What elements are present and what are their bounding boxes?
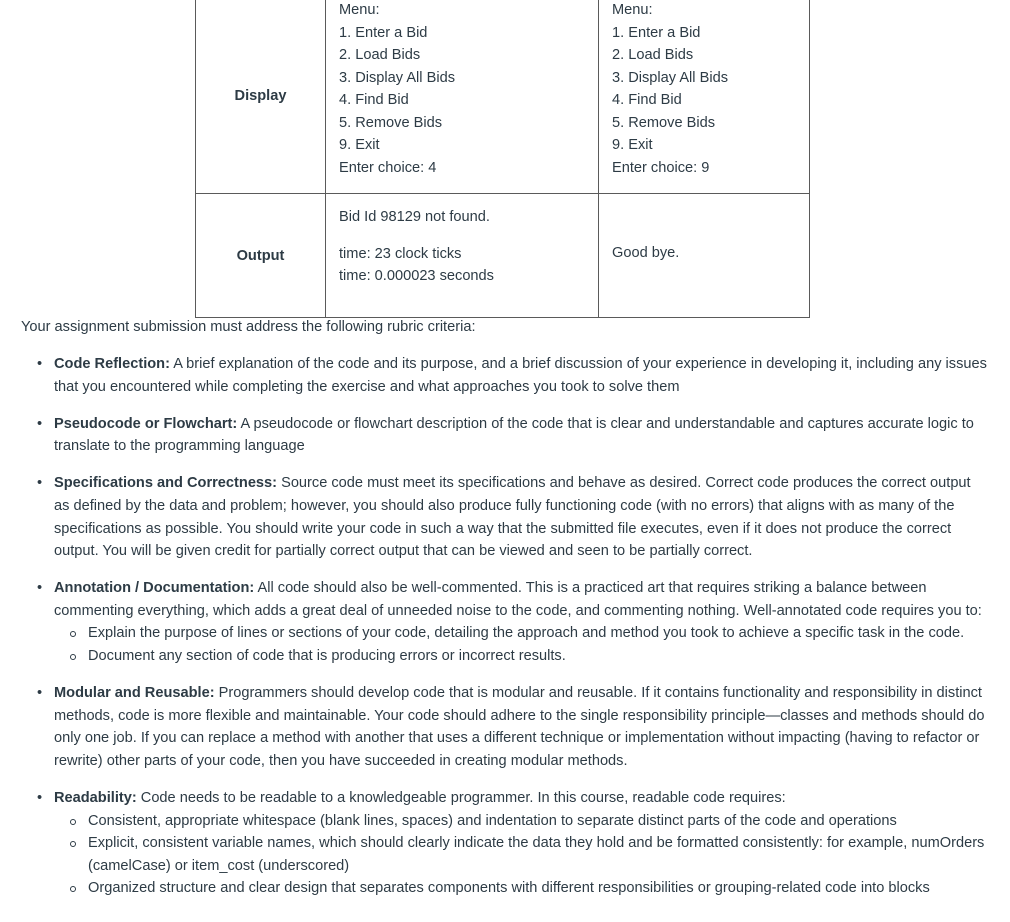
list-item <box>54 472 989 562</box>
criterion-text: Programmers should develop code that is modular and reusable. If it contains functionality and responsibility in distinct methods, code is more flexible and maintainable. Your code should adhere to the single responsibility principle—classes and methods should do only one job. If you can replace a method with another that uses a different technique or implementation without impacting (having to refactor or rewrite) other parts of your code, then you have succeeded in creating modular methods. <box>54 685 985 769</box>
menu-line: 5. Remove Bids <box>339 114 443 131</box>
menu-line: 2. Load Bids <box>612 47 694 63</box>
menu-line: 2. Load Bids <box>339 47 421 63</box>
row-label-output: Output <box>196 194 326 318</box>
rubric-list <box>54 353 989 914</box>
sub-list-item: Explain the purpose of lines or sections of your code, detailing the approach and method you took to achieve a specific task in the code. <box>54 622 989 645</box>
sub-list-item: Consistent, appropriate whitespace (blank lines, spaces) and indentation to separate distinct parts of the code and operations <box>54 810 989 833</box>
output-cell-2 <box>599 194 810 318</box>
table-row-display <box>196 0 810 194</box>
criterion-title: Modular and Reusable: <box>54 685 215 702</box>
criterion-text: A pseudocode or flowchart description of the code that is clear and understandable and captures accurate logic to translate to the programming language <box>54 415 974 455</box>
sub-list-item: Document any section of code that is producing errors or incorrect results. <box>54 645 989 668</box>
output-line: time: 0.000023 seconds <box>339 268 494 284</box>
criterion-title: Code Reflection: <box>54 356 170 372</box>
sub-list <box>54 810 989 900</box>
rubric-intro: Your assignment submission must address the following rubric criteria: <box>21 319 476 335</box>
list-item <box>54 682 989 772</box>
menu-line: Enter choice: 4 <box>339 159 437 176</box>
menu-line: 4. Find Bid <box>339 92 409 108</box>
menu-line: 1. Enter a Bid <box>612 24 701 41</box>
sub-list <box>54 622 989 667</box>
menu-line: Menu: <box>612 2 653 18</box>
list-item <box>54 413 989 458</box>
display-cell-1 <box>326 0 599 194</box>
output-line: Good bye. <box>612 245 680 261</box>
criterion-text: Code needs to be readable to a knowledgeable programmer. In this course, readable code requires: <box>136 790 786 806</box>
sub-list-item: Organized structure and clear design that separates components with different responsibilities or grouping-related code into blocks <box>54 877 989 900</box>
criterion-text: A brief explanation of the code and its purpose, and a brief discussion of your experience in developing it, including any issues that you encountered while completing the exercise and what approaches you took to solve them <box>54 356 987 395</box>
menu-line: 9. Exit <box>612 137 653 153</box>
criterion-text: All code should also be well-commented. This is a practiced art that requires striking a balance between commenting everything, which adds a great deal of unneeded noise to the code, and commenting nothing. Well-annotated code requires you to: <box>54 580 982 619</box>
criterion-title: Readability: <box>54 790 137 806</box>
criterion-title: Annotation / Documentation: <box>54 580 255 597</box>
sub-list-item: Explicit, consistent variable names, which should clearly indicate the data they hold and be formatted consistently: for example, numOrders (camelCase) or item_cost (underscored) <box>54 832 989 877</box>
criterion-text: Source code must meet its specifications and behave as desired. Correct code produces the correct output as defined by the data and problem; however, you should also produce fully functioning code (with no errors) that aligns with as many of the specifications as possible. You should write your code in such a way that the submitted file executes, even if it does not produce the correct output. You will be given credit for partially correct output that can be viewed and seen to be partially correct. <box>54 475 971 560</box>
list-item <box>54 353 989 398</box>
menu-line: 3. Display All Bids <box>612 69 728 86</box>
output-cell-1 <box>326 194 599 318</box>
menu-line: Enter choice: 9 <box>612 159 710 176</box>
menu-line: 4. Find Bid <box>612 92 682 108</box>
table-row-output <box>196 194 810 318</box>
row-label-display: Display <box>196 0 326 194</box>
criterion-title: Specifications and Correctness: <box>54 475 278 492</box>
output-line: time: 23 clock ticks <box>339 245 462 262</box>
list-item <box>54 787 989 900</box>
menu-line: 5. Remove Bids <box>612 114 716 131</box>
sample-io-table <box>195 0 810 318</box>
output-line: Bid Id 98129 not found. <box>339 209 490 225</box>
list-item <box>54 577 989 667</box>
menu-line: 1. Enter a Bid <box>339 24 428 41</box>
display-cell-2 <box>599 0 810 194</box>
menu-line: 3. Display All Bids <box>339 69 455 86</box>
menu-line: Menu: <box>339 2 380 18</box>
criterion-title: Pseudocode or Flowchart: <box>54 415 238 432</box>
menu-line: 9. Exit <box>339 137 380 153</box>
